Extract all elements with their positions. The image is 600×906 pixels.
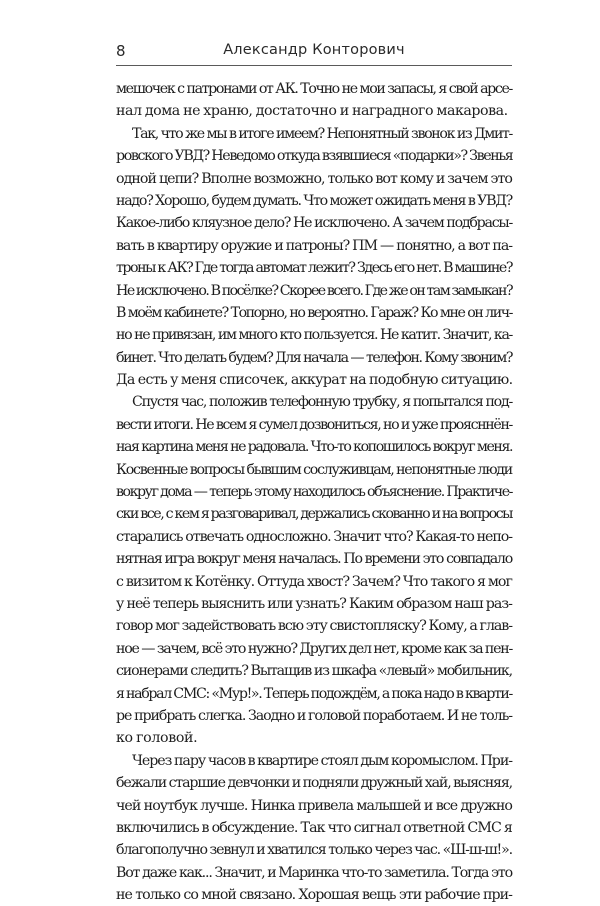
text-line: старались отвечать односложно. Значит что? Какая-то непо- (116, 528, 512, 545)
text-line: Какое-либо кляузное дело? Не исключено. А зачем подбрасы- (116, 215, 512, 232)
paragraph (116, 78, 512, 123)
text-line: ски все, с кем я разговаривал, держались скованно и на вопросы (116, 506, 512, 523)
text-line: В моём кабинете? Топорно, но вероятно. Гараж? Ко мне он лич- (116, 304, 512, 321)
text-line: мешочек с патронами от АК. Точно не мои запасы, я свой арсе- (116, 81, 512, 97)
text-line: сионерами следить? Вытащив из шкафа «левый» мобильник, (116, 663, 512, 680)
text-line: Да есть у меня списочек, аккурат на подобную ситуацию. (116, 372, 513, 389)
text-line: но не привязан, им много кто пользуется. Не катит. Значит, ка- (116, 327, 512, 344)
text-line: Не исключено. В посёлке? Скорее всего. Где же он там замыкан? (116, 282, 512, 299)
text-line: чей ноутбук лучше. Нинка привела малышей и все дружно (116, 797, 512, 814)
paragraph (116, 391, 512, 749)
text-line: одной цепи? Вполне возможно, только вот кому и зачем это (116, 170, 512, 187)
text-line: Так, что же мы в итоге имеем? Непонятный звонок из Дмит- (132, 125, 512, 142)
text-line: ное — зачем, всё это нужно? Других дел нет, кроме как за пен- (116, 640, 512, 657)
text-line: я набрал СМС: «Мур!». Теперь подождём, а пока надо в кварти- (116, 685, 512, 702)
text-line: надо? Хорошо, будем думать. Что может ожидать меня в УВД? (116, 192, 512, 209)
text-line: нятная игра вокруг меня началась. По времени это совпадало (116, 551, 512, 568)
text-line: нал дома не храню, достаточно и наградного макарова. (116, 103, 508, 120)
body-text (116, 78, 512, 906)
text-line: Вот даже как... Значит, и Маринка что-то заметила. Тогда это (116, 864, 512, 881)
text-line: бинет. Что делать будем? Для начала — телефон. Кому звоним? (116, 349, 512, 366)
text-line: ко головой. (116, 730, 198, 747)
text-line: у неё теперь выяснить или узнать? Каким образом наш раз- (116, 595, 512, 612)
text-line: включились в обсуждение. Так что сигнал ответной СМС я (116, 819, 512, 836)
running-head-author: Александр Конторович (223, 42, 405, 58)
page-header (116, 40, 512, 62)
text-line: вести итоги. Не всем я сумел дозвониться, но и уже проясннён- (116, 416, 512, 433)
text-line: ная картина меня не радовала. Что-то копошилось вокруг меня. (116, 439, 512, 456)
paragraph (116, 750, 512, 906)
header-divider (116, 65, 512, 66)
paragraph (116, 123, 512, 392)
text-line: ре прибрать слегка. Заодно и головой поработаем. И не толь- (116, 707, 512, 724)
text-line: благополучно зевнул и хватился только через час. «Ш-ш-ш!». (116, 842, 512, 859)
text-line: троны к АК? Где тогда автомат лежит? Здесь его нет. В машине? (116, 260, 512, 277)
text-line: не только со мной связано. Хорошая вещь эти рабочие при- (116, 887, 512, 904)
page-number: 8 (116, 42, 126, 60)
text-line: с визитом к Котёнку. Оттуда хвост? Зачем? Что такого я мог (116, 573, 512, 590)
text-line: Через пару часов в квартире стоял дым коромыслом. При- (132, 752, 512, 769)
text-line: бежали старшие девчонки и подняли дружный хай, выясняя, (116, 775, 512, 792)
text-line: Косвенные вопросы бывшим сослуживцам, непонятные люди (116, 461, 512, 478)
text-line: вокруг дома — теперь этому находилось объяснение. Практиче- (116, 484, 512, 501)
text-line: говор мог задействовать всю эту свистопляску? Кому, а глав- (116, 618, 512, 635)
text-line: вать в квартиру оружие и патроны? ПМ — понятно, а вот па- (116, 237, 512, 254)
text-line: ровского УВД? Неведомо откуда взявшиеся «подарки»? Звенья (116, 148, 513, 165)
text-line: Спустя час, положив телефонную трубку, я попытался под- (132, 394, 512, 411)
